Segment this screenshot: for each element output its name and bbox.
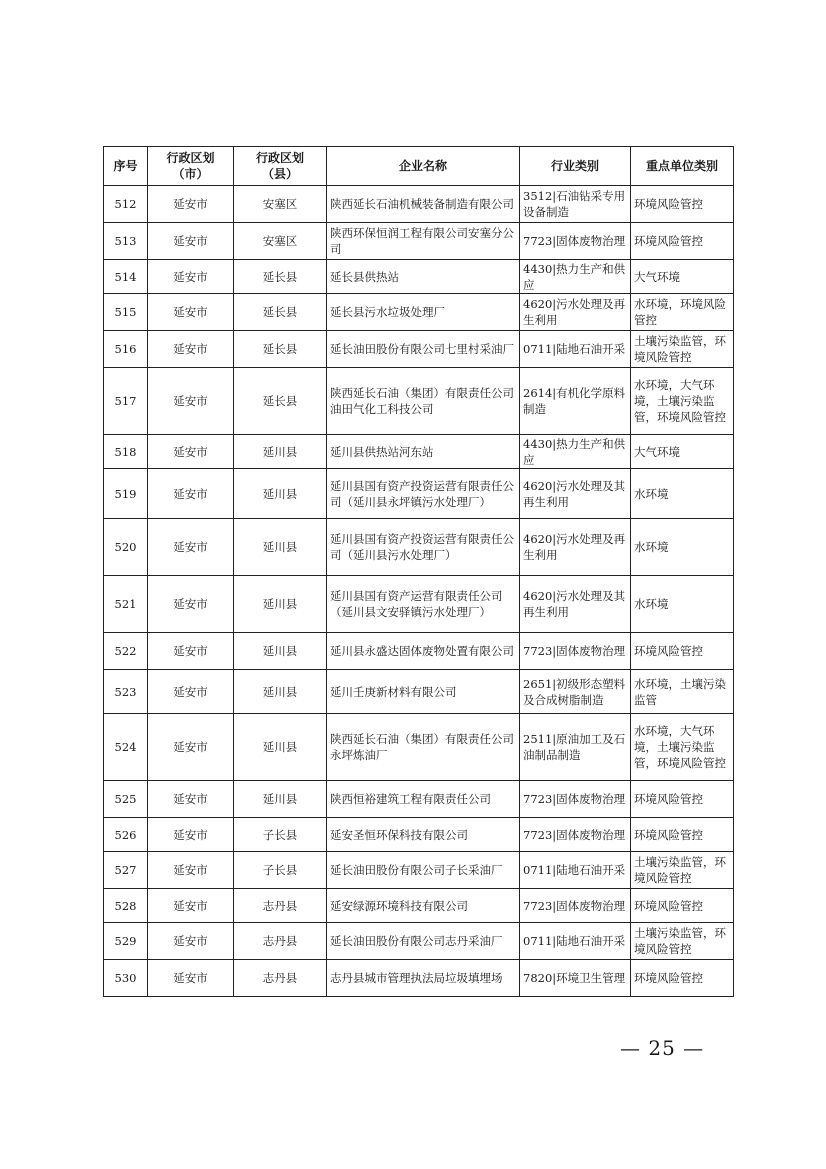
cell-no: 519 (104, 469, 148, 519)
cell-county: 安塞区 (234, 223, 327, 260)
cell-no: 526 (104, 818, 148, 852)
cell-no: 512 (104, 186, 148, 223)
cell-industry: 4430|热力生产和供应 (520, 260, 631, 294)
cell-name: 延川县国有资产投资运营有限责任公司（延川县永坪镇污水处理厂） (327, 469, 520, 519)
cell-type: 环境风险管控 (631, 960, 734, 997)
cell-industry: 7723|固体废物治理 (520, 889, 631, 923)
cell-city: 延安市 (148, 714, 234, 781)
cell-city: 延安市 (148, 368, 234, 435)
cell-city: 延安市 (148, 260, 234, 294)
cell-city: 延安市 (148, 435, 234, 469)
cell-industry: 7723|固体废物治理 (520, 633, 631, 670)
cell-name: 陕西环保恒润工程有限公司安塞分公司 (327, 223, 520, 260)
cell-type: 土壤污染监管，环境风险管控 (631, 852, 734, 889)
table-row (104, 260, 734, 294)
header-county: 行政区划 （县） (234, 147, 327, 186)
cell-no: 514 (104, 260, 148, 294)
cell-industry: 4620|污水处理及再生利用 (520, 294, 631, 331)
cell-county: 延长县 (234, 294, 327, 331)
cell-type: 水环境，大气环境，土壤污染监管，环境风险管控 (631, 714, 734, 781)
cell-city: 延安市 (148, 960, 234, 997)
cell-no: 529 (104, 923, 148, 960)
cell-type: 环境风险管控 (631, 889, 734, 923)
cell-name: 延川县供热站河东站 (327, 435, 520, 469)
cell-city: 延安市 (148, 889, 234, 923)
table-row (104, 889, 734, 923)
table-row (104, 294, 734, 331)
cell-name: 延长县供热站 (327, 260, 520, 294)
cell-city: 延安市 (148, 670, 234, 714)
cell-county: 子长县 (234, 818, 327, 852)
header-no: 序号 (104, 147, 148, 186)
cell-name: 延长油田股份有限公司子长采油厂 (327, 852, 520, 889)
cell-name: 陕西恒裕建筑工程有限责任公司 (327, 781, 520, 818)
cell-name: 延川县国有资产运营有限责任公司（延川县文安驿镇污水处理厂） (327, 576, 520, 633)
table-header-row (104, 147, 734, 186)
cell-no: 521 (104, 576, 148, 633)
cell-city: 延安市 (148, 633, 234, 670)
table-row (104, 714, 734, 781)
cell-industry: 2511|原油加工及石油制品制造 (520, 714, 631, 781)
cell-county: 延川县 (234, 714, 327, 781)
cell-city: 延安市 (148, 852, 234, 889)
cell-industry: 4620|污水处理及再生利用 (520, 519, 631, 576)
cell-name: 延安绿源环境科技有限公司 (327, 889, 520, 923)
header-type: 重点单位类别 (631, 147, 734, 186)
cell-industry: 7723|固体废物治理 (520, 818, 631, 852)
cell-type: 水环境 (631, 576, 734, 633)
cell-industry: 4620|污水处理及其再生利用 (520, 469, 631, 519)
page-number: — 25 — (620, 1036, 705, 1060)
cell-no: 523 (104, 670, 148, 714)
cell-county: 志丹县 (234, 889, 327, 923)
cell-name: 延川壬庚新材料有限公司 (327, 670, 520, 714)
cell-industry: 7723|固体废物治理 (520, 223, 631, 260)
cell-type: 水环境，大气环境，土壤污染监管，环境风险管控 (631, 368, 734, 435)
enterprise-table (103, 146, 734, 997)
table-row (104, 368, 734, 435)
cell-industry: 3512|石油钻采专用设备制造 (520, 186, 631, 223)
cell-city: 延安市 (148, 519, 234, 576)
table-row (104, 469, 734, 519)
cell-county: 延川县 (234, 670, 327, 714)
cell-county: 延川县 (234, 576, 327, 633)
cell-city: 延安市 (148, 331, 234, 368)
cell-name: 陕西延长石油机械装备制造有限公司 (327, 186, 520, 223)
cell-industry: 7723|固体废物治理 (520, 781, 631, 818)
cell-no: 528 (104, 889, 148, 923)
cell-name: 延长油田股份有限公司志丹采油厂 (327, 923, 520, 960)
cell-city: 延安市 (148, 294, 234, 331)
table-row (104, 960, 734, 997)
cell-type: 大气环境 (631, 435, 734, 469)
cell-no: 518 (104, 435, 148, 469)
cell-name: 延川县国有资产投资运营有限责任公司（延川县污水处理厂） (327, 519, 520, 576)
cell-no: 527 (104, 852, 148, 889)
cell-type: 环境风险管控 (631, 633, 734, 670)
cell-industry: 0711|陆地石油开采 (520, 923, 631, 960)
cell-type: 水环境 (631, 469, 734, 519)
cell-type: 环境风险管控 (631, 186, 734, 223)
table-row (104, 186, 734, 223)
cell-no: 530 (104, 960, 148, 997)
cell-county: 延川县 (234, 633, 327, 670)
cell-industry: 2651|初级形态塑料及合成树脂制造 (520, 670, 631, 714)
cell-type: 环境风险管控 (631, 781, 734, 818)
cell-name: 志丹县城市管理执法局垃圾填埋场 (327, 960, 520, 997)
cell-type: 土壤污染监管，环境风险管控 (631, 923, 734, 960)
table-row (104, 576, 734, 633)
cell-no: 516 (104, 331, 148, 368)
table-row (104, 923, 734, 960)
table-row (104, 633, 734, 670)
cell-city: 延安市 (148, 223, 234, 260)
cell-county: 延长县 (234, 260, 327, 294)
cell-county: 志丹县 (234, 960, 327, 997)
cell-city: 延安市 (148, 781, 234, 818)
cell-industry: 0711|陆地石油开采 (520, 331, 631, 368)
header-name: 企业名称 (327, 147, 520, 186)
header-city: 行政区划 （市） (148, 147, 234, 186)
cell-city: 延安市 (148, 576, 234, 633)
table-row (104, 781, 734, 818)
cell-name: 延长县污水垃圾处理厂 (327, 294, 520, 331)
cell-county: 延长县 (234, 368, 327, 435)
cell-city: 延安市 (148, 186, 234, 223)
cell-name: 陕西延长石油（集团）有限责任公司油田气化工科技公司 (327, 368, 520, 435)
cell-county: 安塞区 (234, 186, 327, 223)
cell-type: 环境风险管控 (631, 223, 734, 260)
cell-type: 水环境，土壤污染监管 (631, 670, 734, 714)
cell-no: 517 (104, 368, 148, 435)
cell-type: 土壤污染监管，环境风险管控 (631, 331, 734, 368)
table-row (104, 670, 734, 714)
cell-county: 延川县 (234, 469, 327, 519)
cell-industry: 7820|环境卫生管理 (520, 960, 631, 997)
cell-county: 延川县 (234, 435, 327, 469)
cell-type: 环境风险管控 (631, 818, 734, 852)
cell-county: 延川县 (234, 519, 327, 576)
cell-county: 延长县 (234, 331, 327, 368)
cell-name: 延川县永盛达固体废物处置有限公司 (327, 633, 520, 670)
cell-city: 延安市 (148, 923, 234, 960)
table-row (104, 852, 734, 889)
cell-type: 水环境 (631, 519, 734, 576)
header-industry: 行业类别 (520, 147, 631, 186)
table-row (104, 435, 734, 469)
cell-no: 524 (104, 714, 148, 781)
cell-industry: 4620|污水处理及其再生利用 (520, 576, 631, 633)
cell-county: 子长县 (234, 852, 327, 889)
cell-type: 大气环境 (631, 260, 734, 294)
cell-name: 延长油田股份有限公司七里村采油厂 (327, 331, 520, 368)
cell-industry: 4430|热力生产和供应 (520, 435, 631, 469)
cell-county: 志丹县 (234, 923, 327, 960)
cell-industry: 2614|有机化学原料制造 (520, 368, 631, 435)
cell-county: 延川县 (234, 781, 327, 818)
cell-no: 520 (104, 519, 148, 576)
cell-no: 513 (104, 223, 148, 260)
cell-no: 525 (104, 781, 148, 818)
table-row (104, 818, 734, 852)
cell-no: 522 (104, 633, 148, 670)
table-row (104, 331, 734, 368)
cell-name: 延安圣恒环保科技有限公司 (327, 818, 520, 852)
cell-city: 延安市 (148, 818, 234, 852)
table-row (104, 223, 734, 260)
cell-name: 陕西延长石油（集团）有限责任公司永坪炼油厂 (327, 714, 520, 781)
cell-no: 515 (104, 294, 148, 331)
cell-type: 水环境，环境风险管控 (631, 294, 734, 331)
table-row (104, 519, 734, 576)
cell-industry: 0711|陆地石油开采 (520, 852, 631, 889)
cell-city: 延安市 (148, 469, 234, 519)
